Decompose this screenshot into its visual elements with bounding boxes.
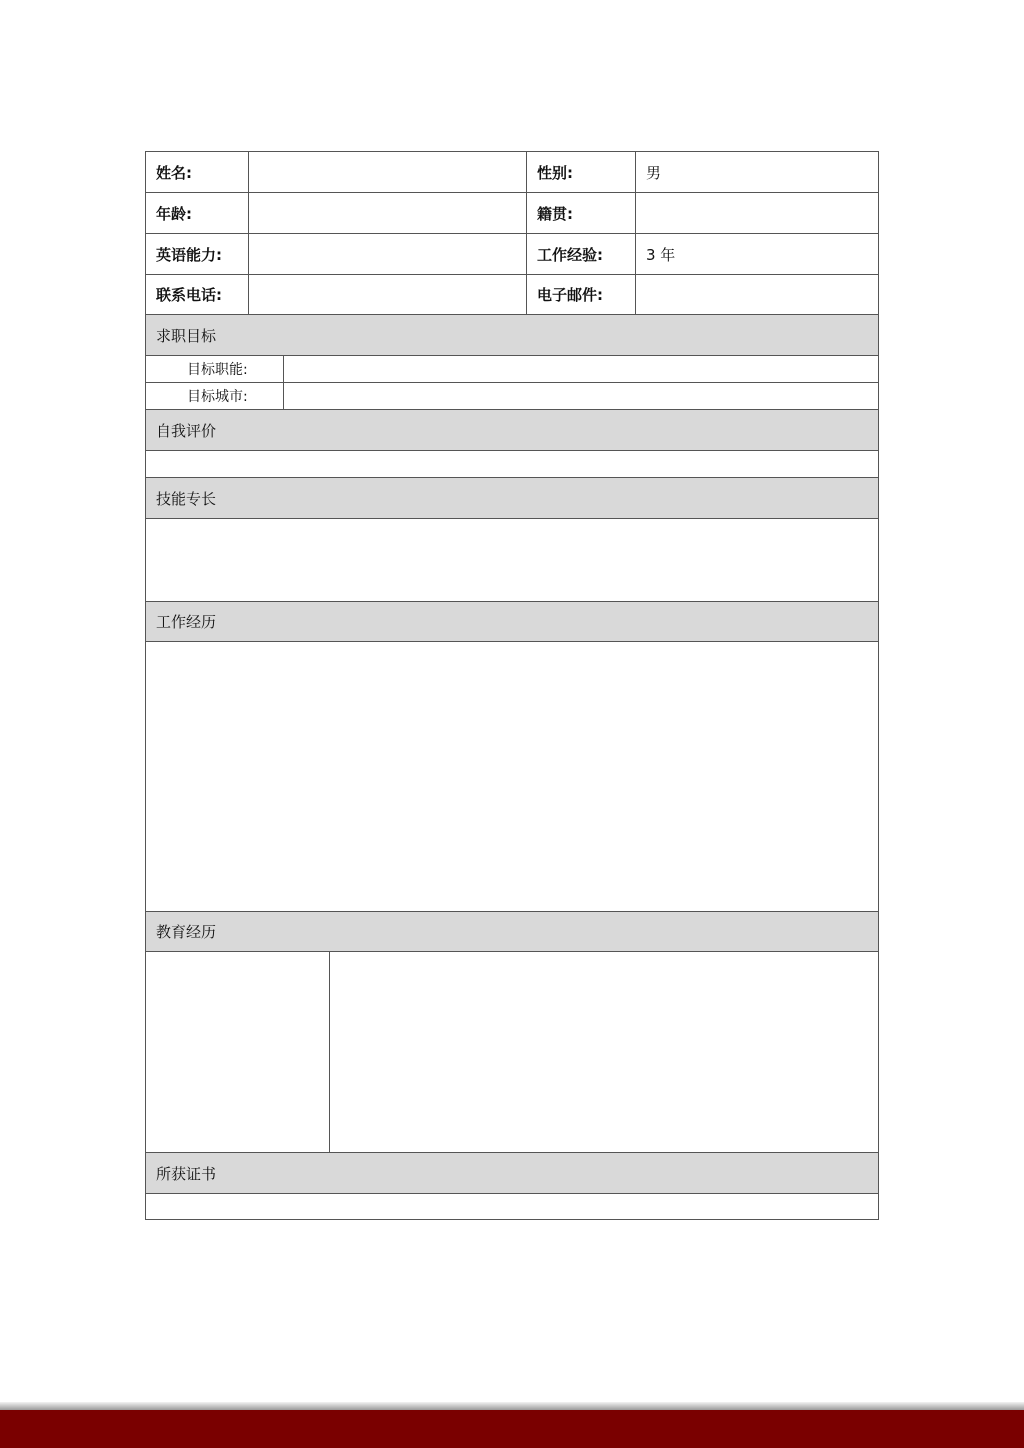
footer-band [0,1410,1024,1448]
certificates-text[interactable] [146,1194,878,1219]
skills-text[interactable] [146,519,878,601]
row-target-function [146,356,878,383]
section-education [146,912,878,952]
section-title-job-target: 求职目标 [156,326,217,345]
section-certificates [146,1153,878,1194]
row-phone-email [146,275,878,315]
gender-value[interactable]: 男 [646,163,662,182]
hometown-value[interactable] [636,193,878,233]
age-value[interactable] [249,193,527,233]
target-city-label: 目标城市: [146,383,284,409]
certificates-content [146,1194,878,1219]
target-function-value[interactable] [284,356,878,382]
email-label: 电子邮件: [527,275,636,314]
section-work-history [146,602,878,642]
english-value[interactable] [249,234,527,274]
english-label: 英语能力: [146,234,249,274]
section-job-target [146,315,878,356]
section-title-education: 教育经历 [156,923,217,941]
row-name-gender [146,152,878,193]
footer-shadow [0,1402,1024,1410]
target-city-value[interactable] [284,383,878,409]
work-history-text[interactable] [146,642,878,911]
gender-label: 性别: [527,152,636,192]
target-function-label: 目标职能: [146,356,284,382]
education-left-cell[interactable] [146,952,330,1152]
section-self-evaluation [146,410,878,451]
work-history-content [146,642,878,912]
name-value[interactable] [249,152,527,192]
resume-table [145,151,879,1220]
phone-value[interactable] [249,275,527,314]
row-target-city [146,383,878,410]
name-label: 姓名: [146,152,249,192]
self-evaluation-text[interactable] [146,451,878,477]
section-title-work-history: 工作经历 [156,613,217,631]
age-label: 年龄: [146,193,249,233]
email-value[interactable] [636,275,878,314]
phone-label: 联系电话: [146,275,249,314]
self-evaluation-content [146,451,878,478]
education-right-cell[interactable] [330,952,878,1152]
row-english-experience [146,234,878,275]
education-content [146,952,878,1153]
section-title-skills: 技能专长 [156,489,217,508]
section-title-self-evaluation: 自我评价 [156,421,217,440]
row-age-hometown [146,193,878,234]
experience-value[interactable]: 3 年 [646,245,676,264]
experience-label: 工作经验: [527,234,636,274]
skills-content [146,519,878,602]
hometown-label: 籍贯: [527,193,636,233]
section-title-certificates: 所获证书 [156,1164,217,1183]
section-skills [146,478,878,519]
